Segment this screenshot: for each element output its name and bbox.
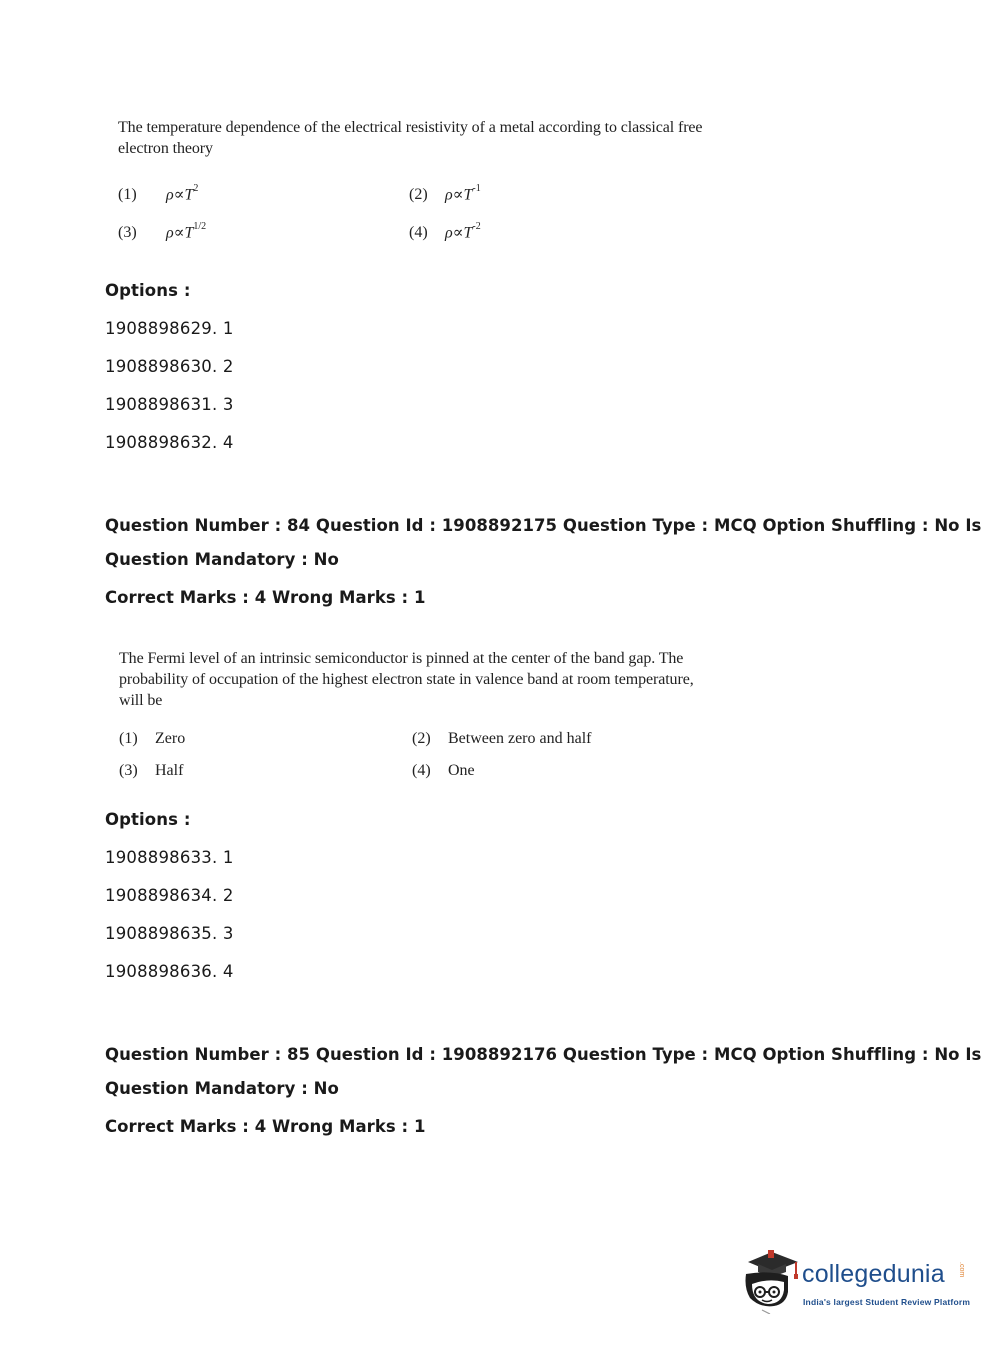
question-84-marks: Correct Marks : 4 Wrong Marks : 1 (105, 588, 426, 607)
collegedunia-logo[interactable] (740, 1248, 970, 1318)
choice-number: (2) (409, 186, 428, 204)
question-84-choice-1 (119, 729, 185, 749)
choice-formula: $\rho\propto T^{-2}$ (445, 221, 481, 242)
question-85-meta-line-1: Question Number : 85 Question Id : 1908892176 Question Type : MCQ Option Shuffling : No Is (105, 1045, 982, 1064)
option-id: 1908898633. 1 (105, 848, 234, 867)
question-83-choice-1 (118, 181, 198, 205)
choice-text: One (448, 762, 475, 779)
choice-number: (3) (119, 762, 138, 779)
option-id: 1908898630. 2 (105, 357, 234, 376)
options-heading: Options : (105, 810, 191, 829)
question-83-choice-2 (409, 181, 481, 205)
question-83-stem-line-2: electron theory (118, 140, 213, 157)
choice-number: (1) (119, 730, 138, 747)
option-id: 1908898634. 2 (105, 886, 234, 905)
option-id: 1908898632. 4 (105, 433, 234, 452)
question-84-choice-4 (412, 761, 475, 781)
option-id: 1908898629. 1 (105, 319, 234, 338)
question-84-stem-line-2: probability of occupation of the highest electron state in valence band at room temperature, (119, 671, 694, 688)
option-id: 1908898631. 3 (105, 395, 234, 414)
brand-domain-suffix: .com (958, 1262, 965, 1278)
choice-number: (4) (409, 224, 428, 242)
choice-number: (2) (412, 730, 431, 747)
choice-number: (3) (118, 224, 137, 242)
option-id: 1908898636. 4 (105, 962, 234, 981)
question-83-choice-4 (409, 219, 481, 243)
choice-number: (1) (118, 186, 137, 204)
question-84-meta-line-2: Question Mandatory : No (105, 550, 339, 569)
choice-number: (4) (412, 762, 431, 779)
question-84-choice-3 (119, 761, 183, 781)
choice-formula: $\rho\propto T^2$ (166, 183, 199, 204)
question-84-stem-line-1: The Fermi level of an intrinsic semiconductor is pinned at the center of the band gap. The (119, 650, 684, 667)
choice-text: Half (155, 762, 184, 779)
choice-formula: $\rho\propto T^{1/2}$ (166, 221, 207, 242)
brand-wordmark: collegedunia (802, 1260, 945, 1288)
question-84-choice-2 (412, 729, 591, 749)
brand-tagline: India's largest Student Review Platform (803, 1297, 971, 1307)
question-83-stem-line-1: The temperature dependence of the electrical resistivity of a metal according to classical free (118, 119, 703, 136)
choice-text: Zero (155, 730, 186, 747)
choice-formula: $\rho\propto T^{-1}$ (445, 183, 481, 204)
options-heading: Options : (105, 281, 191, 300)
question-84-stem-line-3: will be (119, 692, 163, 709)
choice-text: Between zero and half (448, 730, 592, 747)
question-84-meta-line-1: Question Number : 84 Question Id : 1908892175 Question Type : MCQ Option Shuffling : No Is (105, 516, 982, 535)
mascot-icon (740, 1248, 802, 1314)
question-85-meta-line-2: Question Mandatory : No (105, 1079, 339, 1098)
question-85-marks: Correct Marks : 4 Wrong Marks : 1 (105, 1117, 426, 1136)
question-83-choice-3 (118, 219, 206, 243)
option-id: 1908898635. 3 (105, 924, 234, 943)
